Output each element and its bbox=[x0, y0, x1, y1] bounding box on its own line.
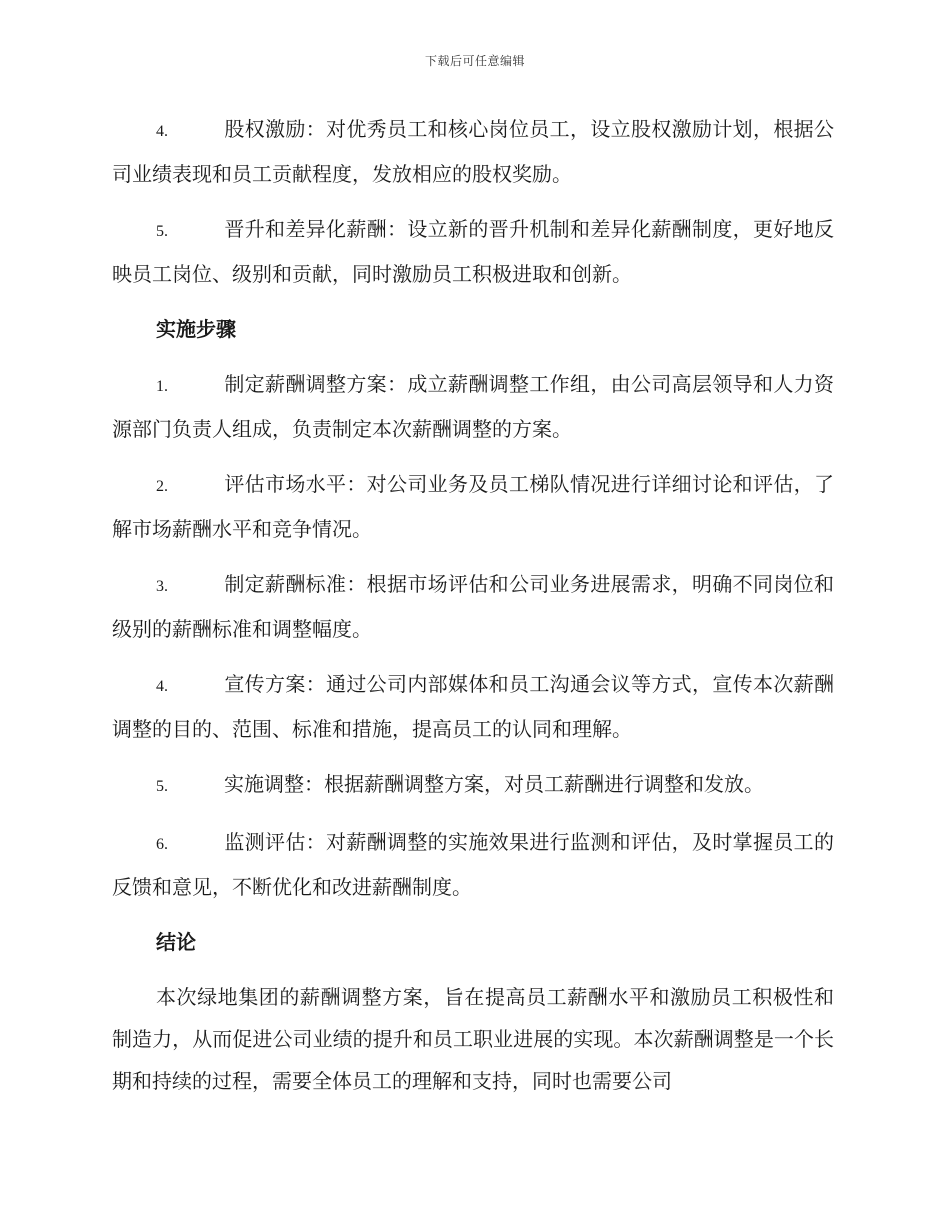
list-item bbox=[112, 563, 834, 650]
list-item bbox=[112, 763, 834, 808]
list-item-text: 制定薪酬调整方案：成立薪酬调整工作组，由公司高层领导和人力资源部门负责人组成，负责制定本次薪酬调整的方案。 bbox=[112, 372, 834, 441]
list-item-number: 5. bbox=[156, 778, 168, 795]
document-body bbox=[112, 108, 834, 1102]
list-item-number: 5. bbox=[156, 223, 168, 240]
list-item bbox=[112, 208, 834, 295]
list-item bbox=[112, 108, 834, 195]
list-item-number: 3. bbox=[156, 578, 168, 595]
list-item-text: 股权激励：对优秀员工和核心岗位员工，设立股权激励计划，根据公司业绩表现和员工贡献程度，发放相应的股权奖励。 bbox=[112, 117, 834, 186]
page-header: 下载后可任意编辑 bbox=[424, 54, 525, 68]
section-heading-conclusion: 结论 bbox=[156, 930, 196, 954]
conclusion-paragraph: 本次绿地集团的薪酬调整方案，旨在提高员工薪酬水平和激励员工积极性和制造力，从而促进公司业绩的提升和员工职业进展的实现。本次薪酬调整是一个长期和持续的过程，需要全体员工的理解和支持，同时也需要公司 bbox=[112, 985, 834, 1093]
list-item-number: 2. bbox=[156, 478, 168, 495]
list-item bbox=[112, 463, 834, 550]
list-item bbox=[112, 821, 834, 908]
list-item-number: 4. bbox=[156, 123, 168, 140]
list-item-text: 评估市场水平：对公司业务及员工梯队情况进行详细讨论和评估，了解市场薪酬水平和竞争情况。 bbox=[112, 472, 834, 541]
list-item-number: 1. bbox=[156, 378, 168, 395]
list-item bbox=[112, 663, 834, 750]
list-item-text: 监测评估：对薪酬调整的实施效果进行监测和评估，及时掌握员工的反馈和意见，不断优化和改进薪酬制度。 bbox=[112, 830, 834, 899]
list-item-text: 宣传方案：通过公司内部媒体和员工沟通会议等方式，宣传本次薪酬调整的目的、范围、标准和措施，提高员工的认同和理解。 bbox=[112, 672, 834, 741]
list-item-text: 晋升和差异化薪酬：设立新的晋升机制和差异化薪酬制度，更好地反映员工岗位、级别和贡献，同时激励员工积极进取和创新。 bbox=[112, 217, 834, 286]
list-item-text: 实施调整：根据薪酬调整方案，对员工薪酬进行调整和发放。 bbox=[224, 772, 764, 796]
list-item-number: 6. bbox=[156, 836, 168, 853]
list-item-number: 4. bbox=[156, 678, 168, 695]
section-heading-steps: 实施步骤 bbox=[156, 317, 236, 341]
list-item-text: 制定薪酬标准：根据市场评估和公司业务进展需求，明确不同岗位和级别的薪酬标准和调整幅度。 bbox=[112, 572, 834, 641]
list-item bbox=[112, 363, 834, 450]
